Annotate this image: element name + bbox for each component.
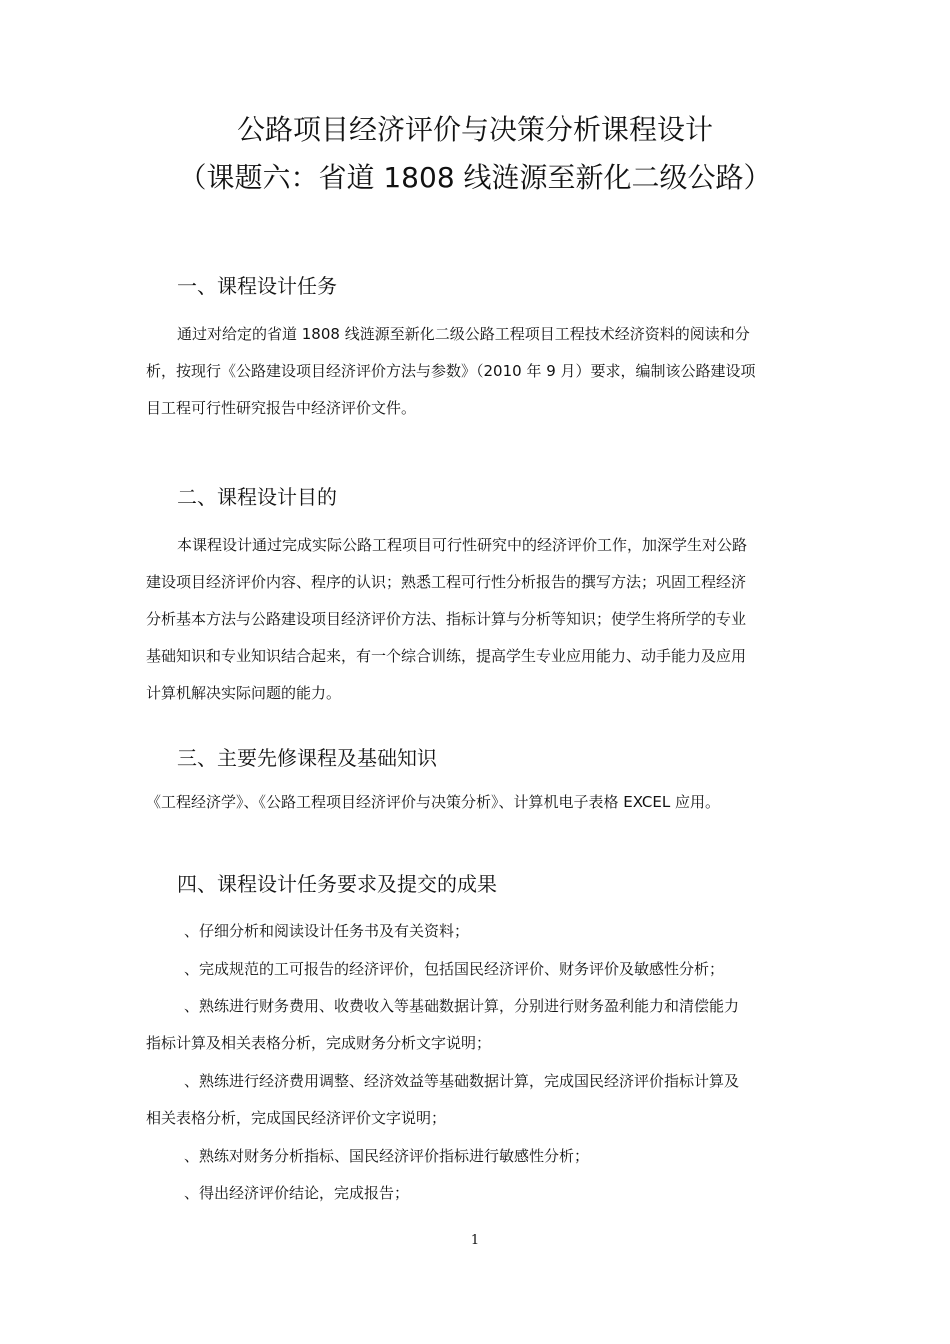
section-3-paragraph xyxy=(146,784,810,821)
paragraph-line: 《工程经济学》、《公路工程项目经济评价与决策分析》、计算机电子表格 EXCEL 应用。 xyxy=(146,793,721,811)
paragraph-line: 析，按现行《公路建设项目经济评价方法与参数》（2010 年 9 月）要求，编制该公路建设项 xyxy=(146,362,756,380)
paragraph-line: 通过对给定的省道 1808 线涟源至新化二级公路工程项目工程技术经济资料的阅读和分 xyxy=(177,325,750,343)
paragraph-line: 本课程设计通过完成实际公路工程项目可行性研究中的经济评价工作，加深学生对公路 xyxy=(177,536,748,554)
document-title: 公路项目经济评价与决策分析课程设计 xyxy=(236,113,713,146)
section-4-heading: 四、课程设计任务要求及提交的成果 xyxy=(177,872,497,896)
list-item: 、熟练对财务分析指标、国民经济评价指标进行敏感性分析； xyxy=(184,1147,590,1165)
section-3-heading: 三、主要先修课程及基础知识 xyxy=(177,746,437,770)
list-item-continuation: 指标计算及相关表格分析，完成财务分析文字说明； xyxy=(146,1034,492,1052)
paragraph-line: 计算机解决实际问题的能力。 xyxy=(146,684,342,702)
list-item: 、熟练进行财务费用、收费收入等基础数据计算，分别进行财务盈利能力和清偿能力 xyxy=(184,997,740,1015)
list-item: 、熟练进行经济费用调整、经济效益等基础数据计算，完成国民经济评价指标计算及 xyxy=(184,1072,740,1090)
paragraph-line: 分析基本方法与公路建设项目经济评价方法、指标计算与分析等知识；使学生将所学的专业 xyxy=(146,610,747,628)
section-1-paragraph xyxy=(146,316,810,427)
list-item: 、得出经济评价结论，完成报告； xyxy=(184,1184,410,1202)
paragraph-line: 基础知识和专业知识结合起来，有一个综合训练，提高学生专业应用能力、动手能力及应用 xyxy=(146,647,747,665)
list-item: 、仔细分析和阅读设计任务书及有关资料； xyxy=(184,922,470,940)
section-2-paragraph xyxy=(146,527,810,712)
document-subtitle: （课题六：省道 1808 线涟源至新化二级公路） xyxy=(178,161,772,194)
paragraph-line: 目工程可行性研究报告中经济评价文件。 xyxy=(146,399,417,417)
section-1-heading: 一、课程设计任务 xyxy=(177,274,337,298)
list-item-continuation: 相关表格分析，完成国民经济评价文字说明； xyxy=(146,1109,447,1127)
list-item: 、完成规范的工可报告的经济评价，包括国民经济评价、财务评价及敏感性分析； xyxy=(184,960,725,978)
page-number: 1 xyxy=(470,1233,480,1248)
paragraph-line: 建设项目经济评价内容、程序的认识；熟悉工程可行性分析报告的撰写方法；巩固工程经济 xyxy=(146,573,747,591)
section-2-heading: 二、课程设计目的 xyxy=(177,485,337,509)
